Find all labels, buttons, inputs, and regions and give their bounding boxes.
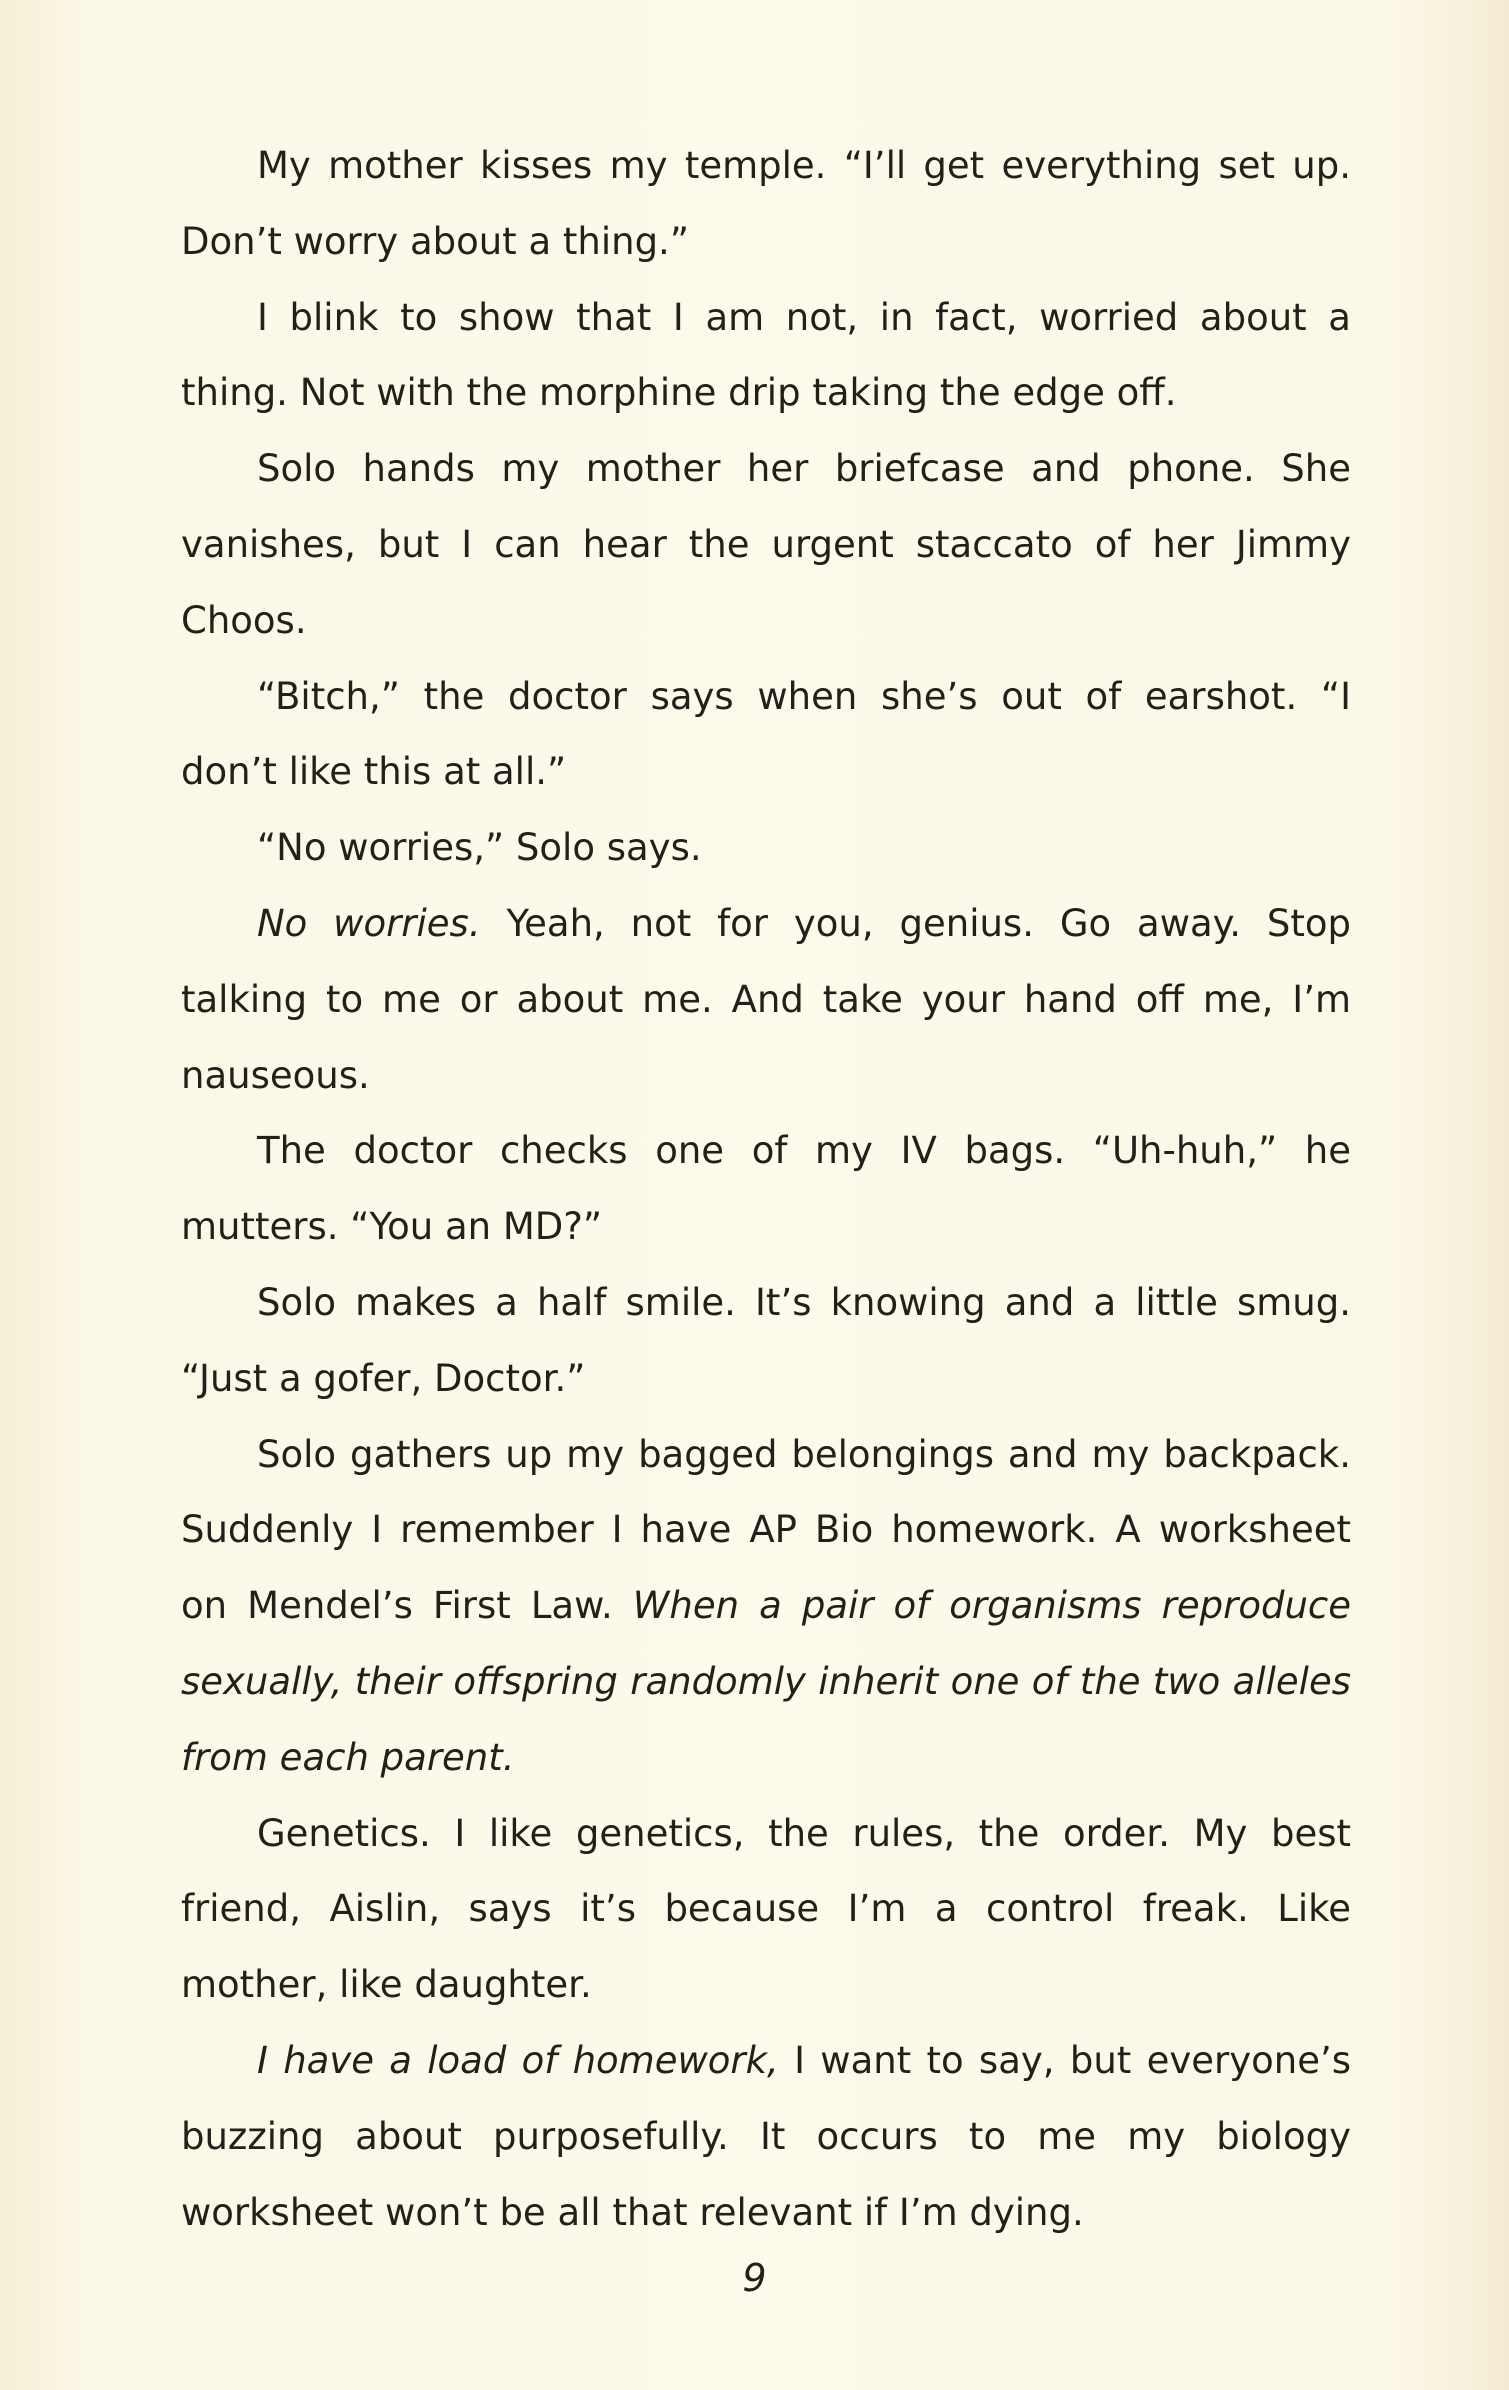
page-number: 9 xyxy=(742,2256,767,2300)
italic-text-run: No worries. xyxy=(257,901,481,945)
italic-text-run: When a pair of organisms reproduce sexually, their offspring randomly inherit one of the two alleles from each parent. xyxy=(181,1584,1351,1779)
text-run: Solo hands my mother her briefcase and phone. She vanishes, but I can hear the urgent staccato of her Jimmy Choos. xyxy=(181,447,1351,642)
text-run: Genetics. I like genetics, the rules, the order. My best friend, Aislin, says it’s because I’m a control freak. Like mother, like daughter. xyxy=(181,1811,1351,2007)
paragraph xyxy=(181,128,1351,280)
text-run: “Bitch,” the doctor says when she’s out of earshot. “I don’t like this at all.” xyxy=(181,674,1351,794)
text-run: The doctor checks one of my IV bags. “Uh-huh,” he mutters. “You an MD?” xyxy=(181,1129,1351,1249)
body-text xyxy=(181,128,1351,2250)
paragraph xyxy=(181,2023,1351,2250)
paragraph xyxy=(181,886,1351,1113)
paragraph xyxy=(181,1796,1351,2023)
paragraph xyxy=(181,1265,1351,1417)
paragraph xyxy=(181,810,1351,886)
italic-text-run: I have a load of homework, xyxy=(257,2038,779,2082)
text-run: My mother kisses my temple. “I’ll get everything set up. Don’t worry about a thing.” xyxy=(181,144,1351,263)
paragraph xyxy=(181,431,1351,658)
text-run: Yeah, not for you, genius. Go away. Stop talking to me or about me. And take your hand off me, I’m nauseous. xyxy=(181,901,1351,1097)
text-run: Solo makes a half smile. It’s knowing and a little smug. “Just a gofer, Doctor.” xyxy=(181,1280,1351,1400)
paragraph xyxy=(181,659,1351,811)
text-run: I blink to show that I am not, in fact, worried about a thing. Not with the morphine drip taking the edge off. xyxy=(181,295,1351,415)
paragraph xyxy=(181,280,1351,432)
paragraph xyxy=(181,1113,1351,1265)
text-run: I want to say, but everyone’s buzzing about purposefully. It occurs to me my biology worksheet won’t be all that relevant if I’m dying. xyxy=(181,2038,1351,2234)
text-run: “No worries,” Solo says. xyxy=(257,826,702,870)
paragraph xyxy=(181,1417,1351,1796)
text-run: Solo gathers up my bagged belongings and my backpack. Suddenly I remember I have AP Bio homework. A worksheet on Mendel’s First Law. xyxy=(181,1432,1351,1628)
